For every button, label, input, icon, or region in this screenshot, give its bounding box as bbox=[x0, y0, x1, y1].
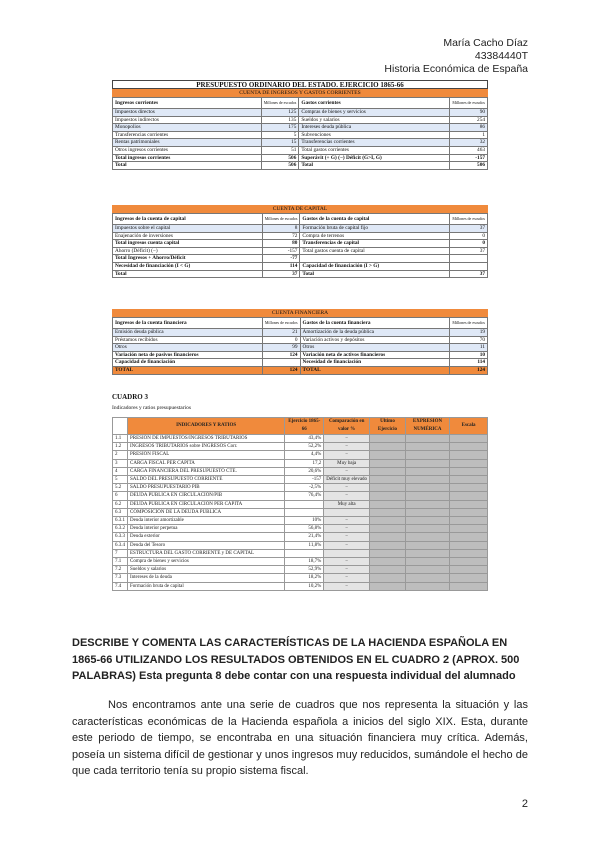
indicator-label: ESTRUCTURA DEL GASTO CORRIENTE y DE CAPITAL bbox=[128, 549, 285, 557]
indicator-value: -2,5% bbox=[285, 484, 324, 492]
indicator-scale bbox=[450, 459, 488, 467]
indicator-label: SALDO PRESUPUESTARIO PIB bbox=[128, 484, 285, 492]
indicator-last-year bbox=[370, 508, 406, 516]
row-label: Amortización de la deuda pública bbox=[300, 329, 450, 337]
indicator-number: 7 bbox=[113, 549, 128, 557]
page-number: 2 bbox=[521, 798, 528, 810]
indicator-row bbox=[113, 492, 488, 500]
indicator-label: Formación bruta de capital bbox=[128, 582, 285, 590]
row-value: 5 bbox=[261, 131, 299, 139]
row-value: -77 bbox=[262, 255, 300, 263]
indicator-value: 4,4% bbox=[285, 451, 324, 459]
row-label: TOTAL bbox=[300, 366, 450, 374]
indicator-row bbox=[113, 558, 488, 566]
row-label: Préstamos recibidos bbox=[113, 336, 263, 344]
indicator-row bbox=[113, 541, 488, 549]
indicator-label: CARGA FISCAL PER CÁPITA bbox=[128, 459, 285, 467]
indicators-header-cell: INDICADORES Y RATIOS bbox=[128, 418, 285, 435]
indicator-row bbox=[113, 525, 488, 533]
indicator-numeric-expression bbox=[405, 443, 449, 451]
indicator-comparison bbox=[324, 549, 370, 557]
section-financial-account: CUENTA FINANCIERA bbox=[112, 309, 488, 317]
indicator-numeric-expression bbox=[405, 574, 449, 582]
row-label: Rentas patrimoniales bbox=[113, 139, 262, 147]
header-cell: Gastos corrientes bbox=[299, 98, 450, 109]
indicator-scale bbox=[450, 508, 488, 516]
indicator-label: Deuda exterior bbox=[128, 533, 285, 541]
row-label: Capacidad de financiación (I > G) bbox=[300, 262, 450, 270]
indicator-value: 52,9% bbox=[285, 566, 324, 574]
indicator-last-year bbox=[370, 574, 406, 582]
indicator-scale bbox=[450, 549, 488, 557]
indicator-row bbox=[113, 459, 488, 467]
indicators-table bbox=[112, 417, 488, 591]
indicator-numeric-expression bbox=[405, 549, 449, 557]
row-label: Transferencias corrientes bbox=[113, 131, 262, 139]
indicator-value bbox=[285, 500, 324, 508]
indicator-last-year bbox=[370, 443, 406, 451]
row-value: 0 bbox=[450, 232, 488, 240]
indicator-value: 56,8% bbox=[285, 525, 324, 533]
row-label: Total bbox=[113, 162, 262, 170]
budget-title: PRESUPUESTO ORDINARIO DEL ESTADO. EJERCICIO 1865-66 bbox=[112, 80, 488, 89]
indicator-number: 6.3.3 bbox=[113, 533, 128, 541]
row-value: 8 bbox=[262, 225, 300, 233]
indicator-number: 6 bbox=[113, 492, 128, 500]
row-value: 463 bbox=[450, 146, 488, 154]
row-value: 37 bbox=[450, 247, 488, 255]
indicator-last-year bbox=[370, 558, 406, 566]
indicator-comparison: − bbox=[324, 525, 370, 533]
indicator-scale bbox=[450, 467, 488, 475]
row-label: Impuestos directos bbox=[113, 109, 262, 117]
row-value: 99 bbox=[262, 344, 300, 352]
indicator-number: 2 bbox=[113, 451, 128, 459]
indicators-header-cell: Ejercicio 1865-66 bbox=[285, 418, 324, 435]
indicator-label: CARGA FINANCIERA DEL PRESUPUESTO CTE. bbox=[128, 467, 285, 475]
row-label: Otros bbox=[113, 344, 263, 352]
indicator-last-year bbox=[370, 533, 406, 541]
indicator-label: DEUDA PÚBLICA EN CIRCULACIÓN PER CÁPITA bbox=[128, 500, 285, 508]
row-value: 10 bbox=[450, 351, 488, 359]
indicator-number: 4 bbox=[113, 467, 128, 475]
indicator-row bbox=[113, 533, 488, 541]
indicator-number: 3 bbox=[113, 459, 128, 467]
header-cell: Millones de escudos bbox=[450, 214, 488, 225]
header-cell: Ingresos de la cuenta financiera bbox=[113, 318, 263, 329]
row-value: 1 bbox=[450, 131, 488, 139]
indicator-comparison: Muy baja bbox=[324, 459, 370, 467]
indicator-comparison: − bbox=[324, 492, 370, 500]
indicator-comparison: Déficit muy elevado bbox=[324, 476, 370, 484]
row-value: 21 bbox=[262, 329, 300, 337]
indicator-scale bbox=[450, 533, 488, 541]
indicator-last-year bbox=[370, 476, 406, 484]
row-label: Intereses deuda pública bbox=[299, 124, 450, 132]
indicator-value: 21,4% bbox=[285, 533, 324, 541]
row-value: 70 bbox=[450, 336, 488, 344]
row-value: -157 bbox=[262, 247, 300, 255]
row-label: Sueldos y salarios bbox=[299, 116, 450, 124]
indicator-row bbox=[113, 451, 488, 459]
indicator-scale bbox=[450, 484, 488, 492]
indicator-scale bbox=[450, 435, 488, 443]
row-label: Compra de terrenos bbox=[300, 232, 450, 240]
indicator-number: 6.3.4 bbox=[113, 541, 128, 549]
section-capital-account: CUENTA DE CAPITAL bbox=[112, 205, 488, 213]
indicator-number: 7.2 bbox=[113, 566, 128, 574]
row-label: Subvenciones bbox=[299, 131, 450, 139]
indicator-number: 7.1 bbox=[113, 558, 128, 566]
indicator-last-year bbox=[370, 467, 406, 475]
row-label: Total gastos corrientes bbox=[299, 146, 450, 154]
row-value: 135 bbox=[261, 116, 299, 124]
indicator-label: Deuda del Tesoro bbox=[128, 541, 285, 549]
cuadro-title: CUADRO 3 bbox=[112, 393, 148, 401]
indicator-last-year bbox=[370, 435, 406, 443]
indicator-scale bbox=[450, 541, 488, 549]
indicator-scale bbox=[450, 500, 488, 508]
indicator-label: PRESIÓN FISCAL bbox=[128, 451, 285, 459]
row-label: Superávit (+ G) (−) Déficit (G>I, G) bbox=[299, 154, 450, 162]
indicator-comparison: − bbox=[324, 566, 370, 574]
indicator-numeric-expression bbox=[405, 476, 449, 484]
indicator-last-year bbox=[370, 451, 406, 459]
indicator-number: 7.4 bbox=[113, 582, 128, 590]
row-value: 15 bbox=[261, 139, 299, 147]
indicator-numeric-expression bbox=[405, 451, 449, 459]
indicator-comparison: − bbox=[324, 541, 370, 549]
row-label: Variación neta de pasivos financieros bbox=[113, 351, 263, 359]
indicator-number: 6.3.1 bbox=[113, 517, 128, 525]
indicator-comparison: − bbox=[324, 451, 370, 459]
row-value: 0 bbox=[262, 336, 300, 344]
indicator-row bbox=[113, 574, 488, 582]
indicator-comparison: − bbox=[324, 467, 370, 475]
indicator-numeric-expression bbox=[405, 558, 449, 566]
row-label: Ahorro (Déficit) (−) bbox=[113, 247, 263, 255]
indicator-comparison: − bbox=[324, 558, 370, 566]
indicator-comparison: − bbox=[324, 443, 370, 451]
indicator-last-year bbox=[370, 500, 406, 508]
indicator-number: 5 bbox=[113, 476, 128, 484]
row-value: 37 bbox=[450, 225, 488, 233]
row-label: Transferencias de capital bbox=[300, 240, 450, 248]
indicator-number: 6.3.2 bbox=[113, 525, 128, 533]
indicator-scale bbox=[450, 492, 488, 500]
row-label: Capacidad de financiación bbox=[113, 359, 263, 367]
indicator-label: SALDO DEL PRESUPUESTO CORRIENTE bbox=[128, 476, 285, 484]
indicator-numeric-expression bbox=[405, 566, 449, 574]
indicator-comparison bbox=[324, 508, 370, 516]
row-label: Total bbox=[300, 270, 450, 278]
row-label: Transferencias corrientes bbox=[299, 139, 450, 147]
row-value: 124 bbox=[262, 351, 300, 359]
indicator-value: -157 bbox=[285, 476, 324, 484]
indicator-label: DEUDA PÚBLICA EN CIRCULACIÓN/PIB bbox=[128, 492, 285, 500]
row-value: 0 bbox=[450, 240, 488, 248]
indicator-value: 10% bbox=[285, 517, 324, 525]
indicator-scale bbox=[450, 476, 488, 484]
indicator-number: 1.2 bbox=[113, 443, 128, 451]
indicator-last-year bbox=[370, 566, 406, 574]
indicator-row bbox=[113, 443, 488, 451]
indicator-value: 20,6% bbox=[285, 467, 324, 475]
row-value: 254 bbox=[450, 116, 488, 124]
row-label: Total gastos cuenta de capital bbox=[300, 247, 450, 255]
indicators-header-cell: Escala bbox=[450, 418, 488, 435]
cuadro-subtitle: Indicadores y ratios presupuestarios bbox=[112, 405, 191, 411]
answer-paragraph: Nos encontramos ante una serie de cuadros que nos representa la situación y las características económicas de la Hacienda española a inicios del siglo XIX. Esta, durante este periodo de tiempo, se encontraba en una situación financiera muy crítica. Además, poseía un sistema difícil de gestionar y unos ingresos muy reducidos, sumándole el hecho de que cada territorio tenía su propio sistema fiscal. bbox=[72, 699, 528, 777]
row-value: 506 bbox=[450, 162, 488, 170]
row-label: Total bbox=[113, 270, 263, 278]
indicator-label: Intereses de la deuda bbox=[128, 574, 285, 582]
indicator-value: 18,7% bbox=[285, 558, 324, 566]
row-label: Otros bbox=[300, 344, 450, 352]
indicator-number: 7.3 bbox=[113, 574, 128, 582]
indicator-comparison: − bbox=[324, 582, 370, 590]
indicator-numeric-expression bbox=[405, 467, 449, 475]
row-value: 124 bbox=[450, 366, 488, 374]
indicator-row bbox=[113, 500, 488, 508]
header-cell: Millones de escudos bbox=[262, 318, 300, 329]
indicator-comparison: − bbox=[324, 533, 370, 541]
indicator-value bbox=[285, 508, 324, 516]
indicator-comparison: Muy alta bbox=[324, 500, 370, 508]
indicator-row bbox=[113, 517, 488, 525]
row-value: 114 bbox=[262, 262, 300, 270]
row-value: 32 bbox=[450, 139, 488, 147]
indicators-header-cell: Comparación en valor % bbox=[324, 418, 370, 435]
indicator-scale bbox=[450, 582, 488, 590]
row-label: Monopolios bbox=[113, 124, 262, 132]
indicator-numeric-expression bbox=[405, 484, 449, 492]
indicator-scale bbox=[450, 443, 488, 451]
header-cell: Millones de escudos bbox=[450, 98, 488, 109]
indicator-row bbox=[113, 582, 488, 590]
indicator-row bbox=[113, 484, 488, 492]
indicator-numeric-expression bbox=[405, 582, 449, 590]
section-current-account: CUENTA DE INGRESOS Y GASTOS CORRIENTES bbox=[112, 89, 488, 97]
exam-question: DESCRIBE Y COMENTA LAS CARACTERÍSTICAS DE LA HACIENDA ESPAÑOLA EN 1865-66 UTILIZANDO LOS RESULTADOS OBTENIDOS EN EL CUADRO 2 (APROX. 500 PALABRAS) Esta pregunta 8 debe contar con una respuesta individual del alumnado bbox=[72, 637, 520, 682]
indicator-row bbox=[113, 476, 488, 484]
indicator-value: 43,4% bbox=[285, 435, 324, 443]
indicator-row bbox=[113, 435, 488, 443]
row-label: Formación bruta de capital fijo bbox=[300, 225, 450, 233]
indicators-header-cell: Último Ejercicio bbox=[370, 418, 406, 435]
indicator-value bbox=[285, 549, 324, 557]
header-cell: Ingresos de la cuenta de capital bbox=[113, 214, 263, 225]
indicator-value: 17,2 bbox=[285, 459, 324, 467]
indicator-numeric-expression bbox=[405, 435, 449, 443]
student-id: 43384440T bbox=[474, 50, 528, 62]
indicator-number: 6.3 bbox=[113, 508, 128, 516]
row-label: Enajenación de inversiones bbox=[113, 232, 263, 240]
row-value: 51 bbox=[261, 146, 299, 154]
row-label: TOTAL bbox=[113, 366, 263, 374]
indicator-label: Compra de bienes y servicios bbox=[128, 558, 285, 566]
indicator-last-year bbox=[370, 492, 406, 500]
row-label: Total ingresos cuenta capital bbox=[113, 240, 263, 248]
author-name: María Cacho Díaz bbox=[443, 37, 528, 49]
indicator-value: 10,2% bbox=[285, 582, 324, 590]
indicator-last-year bbox=[370, 541, 406, 549]
indicator-numeric-expression bbox=[405, 525, 449, 533]
row-label: Impuestos indirectos bbox=[113, 116, 262, 124]
indicator-number: 5.2 bbox=[113, 484, 128, 492]
indicator-scale bbox=[450, 451, 488, 459]
indicator-row bbox=[113, 566, 488, 574]
indicator-last-year bbox=[370, 582, 406, 590]
indicators-header-cell: EXPRESIÓN NUMÉRICA bbox=[405, 418, 449, 435]
header-cell: Ingresos corrientes bbox=[113, 98, 262, 109]
row-value: 114 bbox=[450, 359, 488, 367]
row-value: 11 bbox=[450, 344, 488, 352]
indicator-number: 1.1 bbox=[113, 435, 128, 443]
row-label: Compras de bienes y servicios bbox=[299, 109, 450, 117]
indicator-comparison: − bbox=[324, 435, 370, 443]
row-label: Total bbox=[299, 162, 450, 170]
indicator-numeric-expression bbox=[405, 500, 449, 508]
row-value: 37 bbox=[450, 270, 488, 278]
row-value: 72 bbox=[262, 232, 300, 240]
indicator-last-year bbox=[370, 549, 406, 557]
row-value: 506 bbox=[261, 162, 299, 170]
row-label: Impuestos sobre el capital bbox=[113, 225, 263, 233]
row-label: Total Ingresos + Ahorro/Déficit bbox=[113, 255, 263, 263]
indicator-numeric-expression bbox=[405, 492, 449, 500]
header-cell: Gastos de la cuenta de capital bbox=[300, 214, 450, 225]
indicator-value: 11,8% bbox=[285, 541, 324, 549]
indicator-label: PRESIÓN DE IMPUESTOS/INGRESOS TRIBUTARIOS bbox=[128, 435, 285, 443]
indicator-label: INGRESOS TRIBUTARIOS sobre INGRESOS Corr. bbox=[128, 443, 285, 451]
indicator-last-year bbox=[370, 525, 406, 533]
header-cell: Millones de escudos bbox=[262, 214, 300, 225]
row-value: -157 bbox=[450, 154, 488, 162]
row-label: Necesidad de financiación (I < G) bbox=[113, 262, 263, 270]
indicator-number: 6.2 bbox=[113, 500, 128, 508]
indicator-label: COMPOSICIÓN DE LA DEUDA PÚBLICA bbox=[128, 508, 285, 516]
indicator-scale bbox=[450, 525, 488, 533]
header-cell: Millones de escudos bbox=[261, 98, 299, 109]
row-label: Total ingresos corrientes bbox=[113, 154, 262, 162]
row-label: Emisión deuda pública bbox=[113, 329, 263, 337]
row-label: Otros ingresos corrientes bbox=[113, 146, 262, 154]
course-name: Historia Económica de España bbox=[384, 63, 528, 75]
indicators-header-cell bbox=[113, 418, 128, 435]
indicator-last-year bbox=[370, 517, 406, 525]
indicator-value: 18,2% bbox=[285, 574, 324, 582]
indicator-label: Deuda interior amortizable bbox=[128, 517, 285, 525]
indicator-numeric-expression bbox=[405, 459, 449, 467]
indicator-row bbox=[113, 508, 488, 516]
indicator-value: 76,4% bbox=[285, 492, 324, 500]
indicator-comparison: − bbox=[324, 517, 370, 525]
indicator-numeric-expression bbox=[405, 517, 449, 525]
row-value: 86 bbox=[450, 124, 488, 132]
indicator-label: Deuda interior perpetua bbox=[128, 525, 285, 533]
header-cell: Gastos de la cuenta financiera bbox=[300, 318, 450, 329]
row-value: 19 bbox=[450, 329, 488, 337]
row-value: 80 bbox=[262, 240, 300, 248]
indicator-comparison: − bbox=[324, 484, 370, 492]
row-label: Variación activos y depósitos bbox=[300, 336, 450, 344]
indicator-label: Sueldos y salarios bbox=[128, 566, 285, 574]
row-value: 37 bbox=[262, 270, 300, 278]
row-label: Necesidad de financiación bbox=[300, 359, 450, 367]
row-value: 175 bbox=[261, 124, 299, 132]
row-value: 506 bbox=[261, 154, 299, 162]
row-value: 125 bbox=[261, 109, 299, 117]
row-value: 90 bbox=[450, 109, 488, 117]
indicator-comparison: − bbox=[324, 574, 370, 582]
indicator-scale bbox=[450, 574, 488, 582]
indicator-scale bbox=[450, 566, 488, 574]
indicator-numeric-expression bbox=[405, 533, 449, 541]
indicator-value: 52,2% bbox=[285, 443, 324, 451]
indicator-row bbox=[113, 549, 488, 557]
row-label: Variación neta de activos financieros bbox=[300, 351, 450, 359]
indicator-scale bbox=[450, 558, 488, 566]
indicator-scale bbox=[450, 517, 488, 525]
header-cell: Millones de escudos bbox=[450, 318, 488, 329]
indicator-numeric-expression bbox=[405, 508, 449, 516]
indicators-header-row bbox=[113, 418, 488, 435]
indicator-row bbox=[113, 467, 488, 475]
indicator-numeric-expression bbox=[405, 541, 449, 549]
indicator-last-year bbox=[370, 484, 406, 492]
row-value: 124 bbox=[262, 366, 300, 374]
indicator-last-year bbox=[370, 459, 406, 467]
